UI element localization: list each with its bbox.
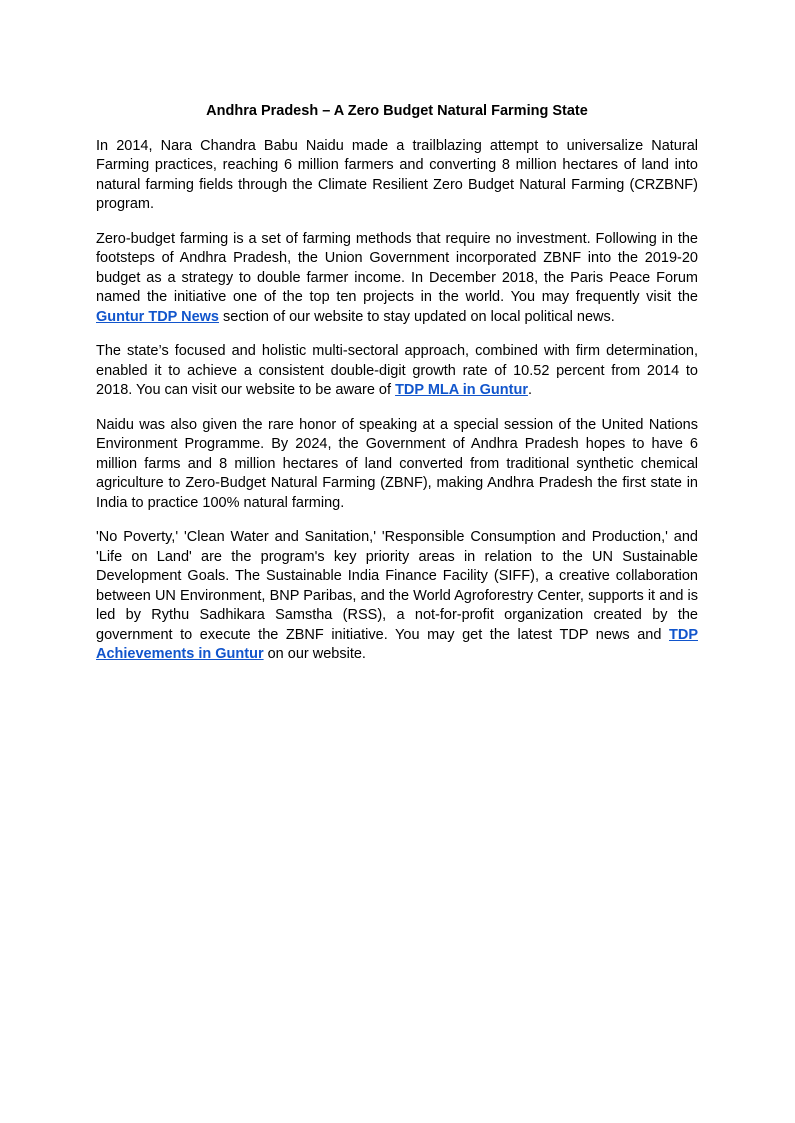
tdp-mla-in-guntur-link[interactable]: TDP MLA in Guntur <box>395 382 528 398</box>
paragraph-5 <box>96 528 698 665</box>
paragraph-3-text-before: The state’s focused and holistic multi-sectoral approach, combined with firm determination, enabled it to achieve a consistent double-digit growth rate of 10.52 percent from 2014 to 2018. You can visit our website to be aware of <box>96 343 698 398</box>
document-title: Andhra Pradesh – A Zero Budget Natural Farming State <box>206 103 588 119</box>
paragraph-5-text-after: on our website. <box>263 646 366 662</box>
document-page <box>96 102 698 680</box>
paragraph-2 <box>96 230 698 328</box>
paragraph-1-text: In 2014, Nara Chandra Babu Naidu made a trailblazing attempt to universalize Natural Farming practices, reaching 6 million farmers and converting 8 million hectares of land into natural farming fields through the Climate Resilient Zero Budget Natural Farming (CRZBNF) program. <box>96 137 698 212</box>
guntur-tdp-news-link[interactable]: Guntur TDP News <box>96 308 219 325</box>
paragraph-5-text-before: 'No Poverty,' 'Clean Water and Sanitation,' 'Responsible Consumption and Production,' and 'Life on Land' are the program's key priority areas in relation to the UN Sustainable Development Goals. The Sustainable India Finance Facility (SIFF), a creative collaboration between UN Environment, BNP Paribas, and the World Agroforestry Center, supports it and is led by Rythu Sadhikara Samstha (RSS), a not-for-profit organization created by the government to execute the ZBNF initiative. You may get the latest TDP news and <box>96 529 698 643</box>
paragraph-3-text-after: . <box>527 382 532 398</box>
paragraph-3 <box>96 342 698 401</box>
paragraph-4-text: Naidu was also given the rare honor of speaking at a special session of the United Nations Environment Programme. By 2024, the Government of Andhra Pradesh hopes to have 6 million farms and 8 million hectares of land converted from traditional synthetic chemical agriculture to Zero-Budget Natural Farming (ZBNF), making Andhra Pradesh the first state in India to practice 100% natural farming. <box>96 416 698 511</box>
paragraph-2-text-before: Zero-budget farming is a set of farming methods that require no investment. Following in the footsteps of Andhra Pradesh, the Union Government incorporated ZBNF into the 2019-20 budget as a strategy to double farmer income. In December 2018, the Paris Peace Forum named the initiative one of the top ten projects in the world. You may frequently visit the <box>96 230 698 305</box>
paragraph-2-text-after: section of our website to stay updated on local political news. <box>219 308 615 325</box>
tdp-achievements-in-guntur-link[interactable]: TDP Achievements in Guntur <box>96 626 698 662</box>
paragraph-4 <box>96 416 698 514</box>
paragraph-1 <box>96 137 698 215</box>
